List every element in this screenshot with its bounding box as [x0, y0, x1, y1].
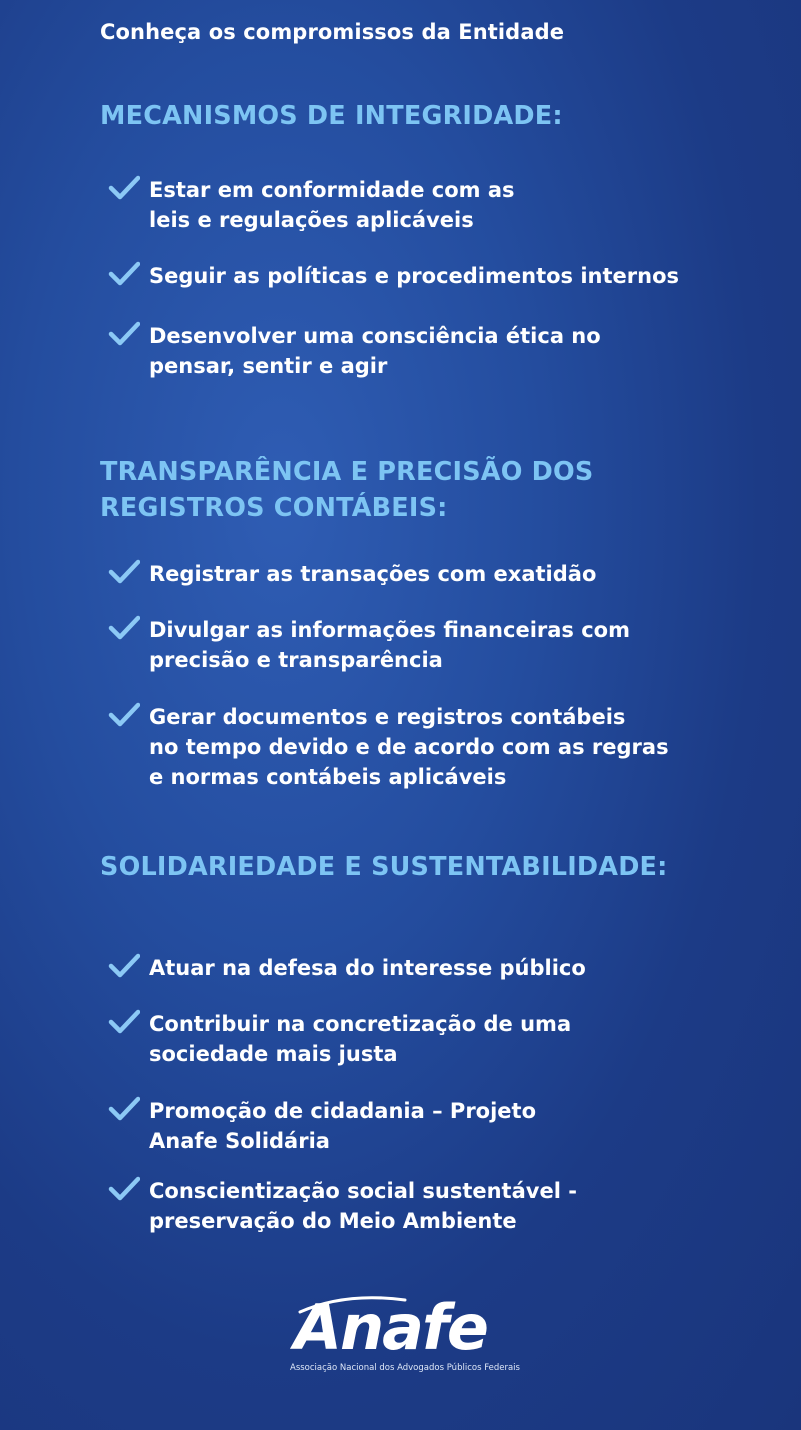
check-icon: [108, 559, 140, 585]
section-title-transparencia: TRANSPARÊNCIA E PRECISÃO DOS REGISTROS CONTÁBEIS:: [100, 457, 594, 523]
list-item-text: Desenvolver uma consciência ética no pensar, sentir e agir: [149, 324, 601, 378]
check-icon: [108, 1009, 140, 1035]
list-item-text: Registrar as transações com exatidão: [149, 562, 597, 586]
check-icon: [108, 1176, 140, 1202]
list-item-text: Promoção de cidadania – Projeto Anafe Solidária: [149, 1099, 537, 1153]
section-title-integridade: MECANISMOS DE INTEGRIDADE:: [100, 101, 563, 131]
list-item-text: Atuar na defesa do interesse público: [149, 956, 586, 980]
list-item-text: Divulgar as informações financeiras com precisão e transparência: [149, 618, 630, 672]
check-icon: [108, 261, 140, 287]
list-item-text: Conscientização social sustentável - preservação do Meio Ambiente: [149, 1179, 577, 1233]
list-item-text: Contribuir na concretização de uma sociedade mais justa: [149, 1012, 572, 1066]
logo-wordmark: Anafe: [294, 1291, 487, 1364]
check-icon: [108, 175, 140, 201]
section-title-solidariedade: SOLIDARIEDADE E SUSTENTABILIDADE:: [100, 852, 668, 882]
anafe-logo: [290, 1290, 520, 1385]
list-item-text: Gerar documentos e registros contábeis no tempo devido e de acordo com as regras e normas contábeis aplicáveis: [149, 705, 669, 789]
check-icon: [108, 1096, 140, 1122]
logo-tagline: Associação Nacional dos Advogados Públicos Federais: [290, 1363, 520, 1373]
check-icon: [108, 615, 140, 641]
list-item-text: Estar em conformidade com as leis e regulações aplicáveis: [149, 178, 515, 232]
check-icon: [108, 702, 140, 728]
logo-swoosh-icon: [290, 1294, 410, 1316]
check-icon: [108, 321, 140, 347]
list-item-text: Seguir as políticas e procedimentos internos: [149, 264, 680, 288]
intro-heading: Conheça os compromissos da Entidade: [100, 20, 565, 44]
check-icon: [108, 953, 140, 979]
